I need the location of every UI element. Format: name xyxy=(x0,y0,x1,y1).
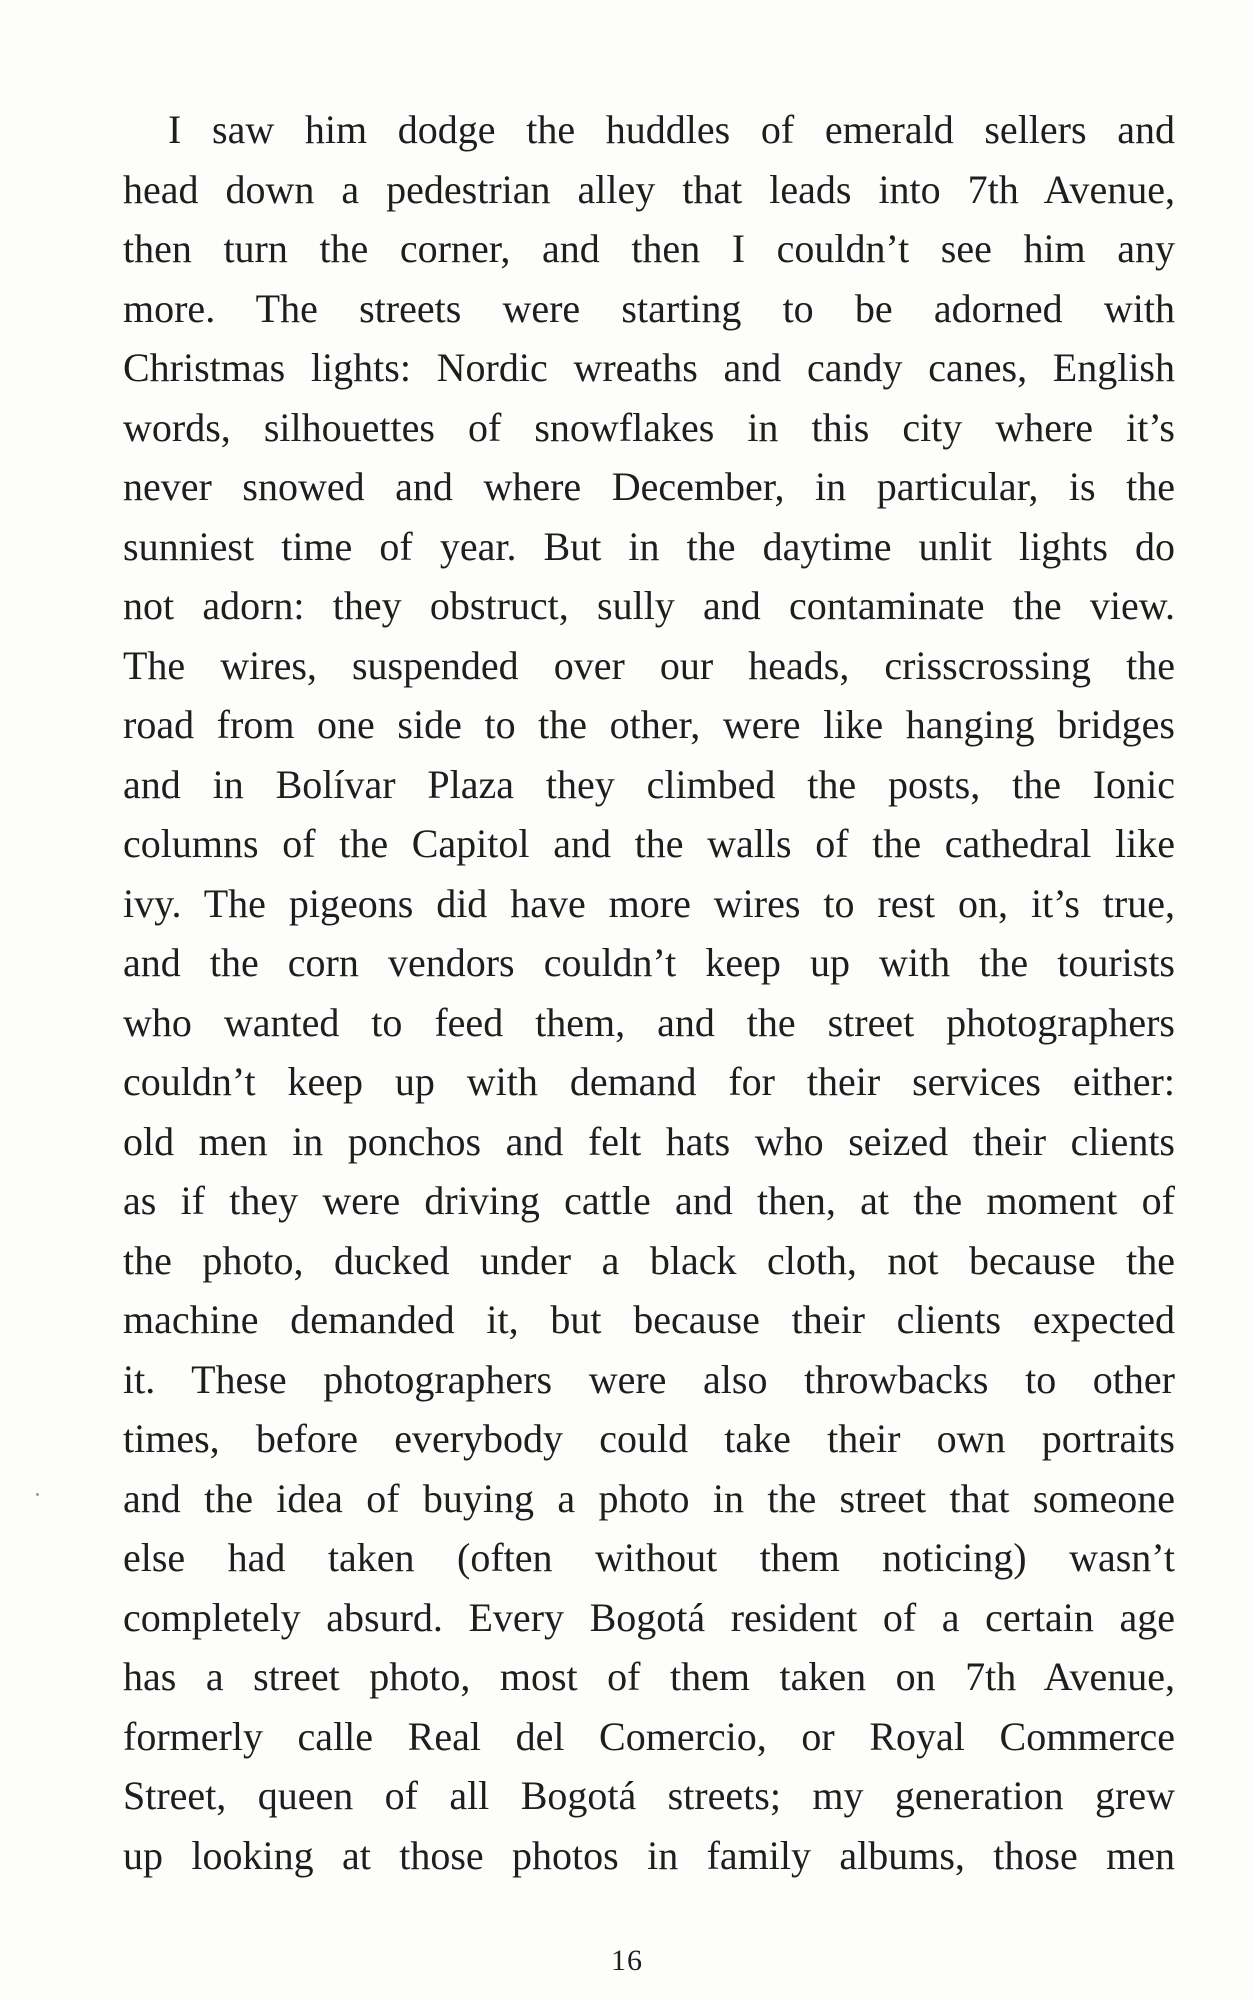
text-line: Christmas lights: Nordic wreaths and candy canes, English xyxy=(123,345,1175,390)
text-line: up looking at those photos in family albums, those men xyxy=(123,1832,1175,1878)
text-line: old men in ponchos and felt hats who seized their clients xyxy=(123,1118,1175,1164)
text-line: couldn’t keep up with demand for their services either: xyxy=(123,1059,1175,1104)
text-line: has a street photo, most of them taken on 7th Avenue, xyxy=(123,1654,1175,1699)
text-line: road from one side to the other, were like hanging bridges xyxy=(123,702,1175,747)
text-line: machine demanded it, but because their clients expected xyxy=(123,1297,1175,1342)
text-line: and the corn vendors couldn’t keep up with the tourists xyxy=(123,940,1175,985)
text-line: I saw him dodge the huddles of emerald sellers and xyxy=(168,107,1175,152)
page-number: 16 xyxy=(611,1944,643,1977)
text-line: not adorn: they obstruct, sully and contaminate the view. xyxy=(123,583,1175,628)
text-line: sunniest time of year. But in the daytime unlit lights do xyxy=(123,523,1175,569)
text-line: more. The streets were starting to be adorned with xyxy=(123,285,1175,331)
text-line: and in Bolívar Plaza they climbed the posts, the Ionic xyxy=(123,761,1175,807)
text-line: formerly calle Real del Comercio, or Royal Commerce xyxy=(123,1713,1175,1759)
text-line: else had taken (often without them noticing) wasn’t xyxy=(123,1535,1175,1580)
text-line: The wires, suspended over our heads, crisscrossing the xyxy=(123,642,1175,688)
text-line: words, silhouettes of snowflakes in this city where it’s xyxy=(123,404,1175,450)
text-line: times, before everybody could take their own portraits xyxy=(123,1416,1175,1461)
text-line: head down a pedestrian alley that leads into 7th Avenue, xyxy=(123,166,1175,212)
text-line: columns of the Capitol and the walls of the cathedral like xyxy=(123,821,1175,866)
paper-speck xyxy=(36,1493,39,1496)
text-line: never snowed and where December, in particular, is the xyxy=(123,464,1175,509)
text-line: and the idea of buying a photo in the street that someone xyxy=(123,1475,1175,1521)
text-line: who wanted to feed them, and the street photographers xyxy=(123,999,1175,1045)
text-line: it. These photographers were also throwbacks to other xyxy=(123,1356,1175,1402)
body-paragraph xyxy=(123,100,1175,1885)
text-line: ivy. The pigeons did have more wires to rest on, it’s true, xyxy=(123,880,1175,926)
text-line: completely absurd. Every Bogotá resident of a certain age xyxy=(123,1594,1175,1640)
text-line: Street, queen of all Bogotá streets; my generation grew xyxy=(123,1773,1175,1818)
text-line: then turn the corner, and then I couldn’t see him any xyxy=(123,226,1175,271)
text-line: the photo, ducked under a black cloth, not because the xyxy=(123,1237,1175,1283)
text-line: as if they were driving cattle and then, at the moment of xyxy=(123,1178,1175,1223)
